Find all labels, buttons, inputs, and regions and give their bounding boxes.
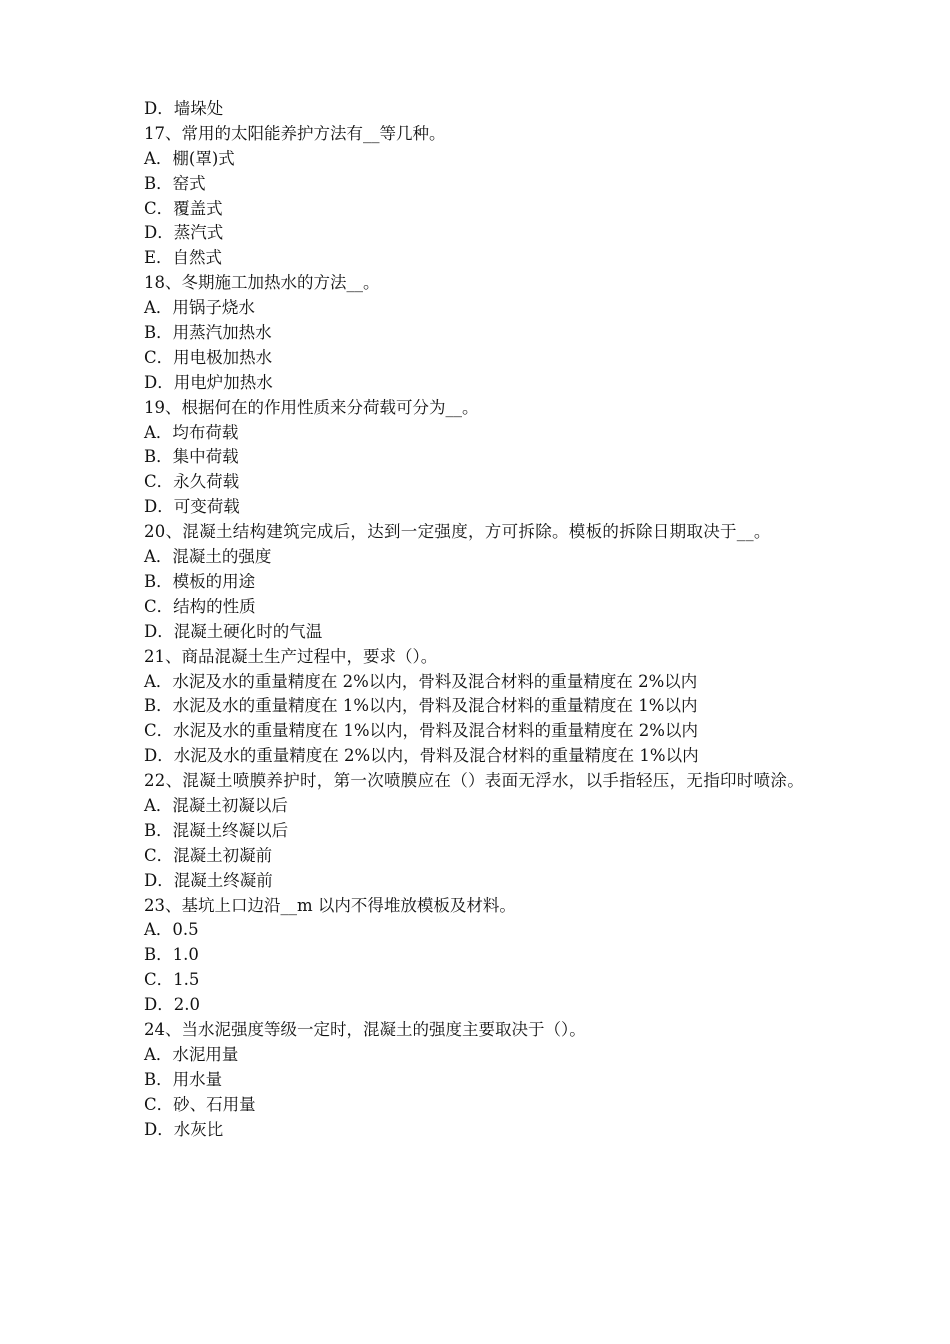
option-line: C．永久荷载 (144, 472, 240, 492)
option-line: D．2.0 (144, 995, 200, 1015)
option-line: B．模板的用途 (144, 571, 256, 591)
option-line: B．混凝土终凝以后 (144, 820, 289, 840)
option-line: D．水灰比 (144, 1119, 224, 1139)
option-line: D．墙垛处 (144, 99, 224, 118)
option-line: A．混凝土的强度 (144, 547, 272, 567)
question-line: 23、基坑上口边沿__m 以内不得堆放模板及材料。 (144, 895, 516, 915)
option-line: B．窑式 (144, 173, 206, 193)
option-line: C．用电极加热水 (144, 347, 273, 367)
option-line: A．水泥及水的重量精度在 2%以内，骨料及混合材料的重量精度在 2%以内 (144, 671, 698, 691)
option-line: C．水泥及水的重量精度在 1%以内，骨料及混合材料的重量精度在 2%以内 (144, 721, 698, 741)
question-line: 24、当水泥强度等级一定时，混凝土的强度主要取决于（）。 (144, 1019, 586, 1039)
option-line: B．集中荷载 (144, 447, 239, 467)
question-text-block (144, 97, 820, 1142)
option-line: D．混凝土终凝前 (144, 870, 273, 890)
question-line: 19、根据何在的作用性质来分荷载可分为__。 (144, 397, 479, 417)
option-line: B．用水量 (144, 1069, 223, 1089)
option-line: B．水泥及水的重量精度在 1%以内，骨料及混合材料的重量精度在 1%以内 (144, 696, 698, 716)
option-line: C．覆盖式 (144, 198, 223, 218)
question-line: 22、混凝土喷膜养护时，第一次喷膜应在（）表面无浮水，以手指轻压，无指印时喷涂。 (144, 771, 804, 791)
option-line: C．1.5 (144, 970, 200, 990)
option-line: A．混凝土初凝以后 (144, 795, 288, 815)
option-line: D．水泥及水的重量精度在 2%以内，骨料及混合材料的重量精度在 1%以内 (144, 746, 699, 766)
option-line: A．均布荷载 (144, 422, 239, 442)
option-line: A．0.5 (144, 920, 199, 940)
option-line: B．用蒸汽加热水 (144, 323, 272, 343)
option-line: E．自然式 (144, 248, 223, 268)
option-line: A．用锅子烧水 (144, 298, 255, 318)
question-line: 17、常用的太阳能养护方法有__等几种。 (144, 123, 446, 143)
option-line: D．混凝土硬化时的气温 (144, 621, 323, 641)
option-line: C．砂、石用量 (144, 1094, 256, 1114)
question-line: 18、冬期施工加热水的方法__。 (144, 273, 380, 293)
option-line: D．可变荷载 (144, 497, 240, 517)
option-line: C．结构的性质 (144, 596, 256, 616)
question-line: 21、商品混凝土生产过程中，要求（）。 (144, 646, 438, 666)
question-line: 20、混凝土结构建筑完成后，达到一定强度，方可拆除。模板的拆除日期取决于__。 (144, 522, 771, 542)
option-line: D．用电炉加热水 (144, 372, 273, 392)
option-line: A．棚(罩)式 (144, 148, 235, 168)
option-line: B．1.0 (144, 945, 199, 965)
option-line: D．蒸汽式 (144, 223, 224, 243)
option-line: A．水泥用量 (144, 1044, 239, 1064)
option-line: C．混凝土初凝前 (144, 845, 273, 865)
